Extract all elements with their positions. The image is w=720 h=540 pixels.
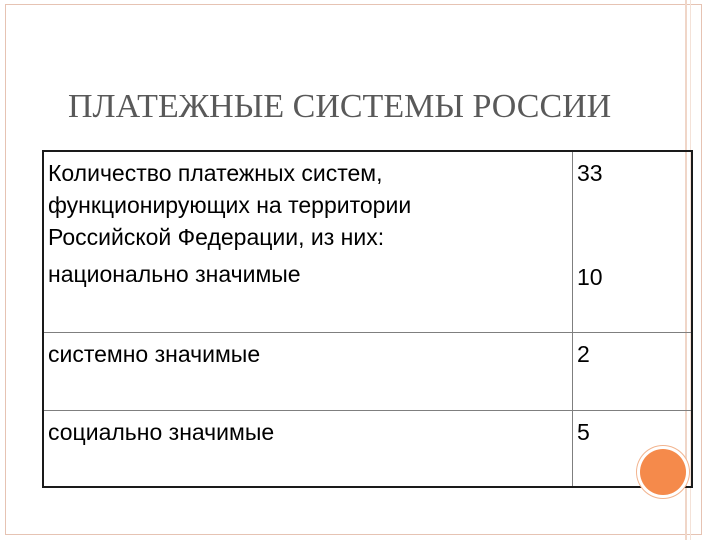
value-text: 10 [577, 264, 603, 290]
table-cell-value [573, 332, 693, 410]
table-row [43, 151, 692, 256]
table-row [43, 410, 692, 487]
label-line: Российской Федерации, из них: [48, 224, 385, 251]
decorative-circle [640, 449, 686, 495]
value-text: 5 [577, 418, 590, 445]
table-cell-value [573, 256, 693, 332]
label-text: социально значимые [48, 418, 275, 445]
table-row [43, 332, 692, 410]
table-cell-label [43, 332, 573, 410]
label-line: функционирующих на территории [48, 192, 412, 219]
table-cell-label [43, 256, 573, 332]
payment-systems-table [42, 150, 693, 488]
table-row [43, 256, 692, 332]
value-text: 2 [577, 340, 590, 367]
label-text: системно значимые [48, 340, 261, 367]
value-text: 33 [577, 160, 603, 186]
label-line: Количество платежных систем, [48, 160, 383, 186]
table-cell-label [43, 151, 573, 256]
table-cell-label [43, 410, 573, 487]
table-cell-value [573, 151, 693, 256]
label-text: национально значимые [48, 261, 301, 287]
slide-title: ПЛАТЕЖНЫЕ СИСТЕМЫ РОССИИ [68, 88, 612, 125]
